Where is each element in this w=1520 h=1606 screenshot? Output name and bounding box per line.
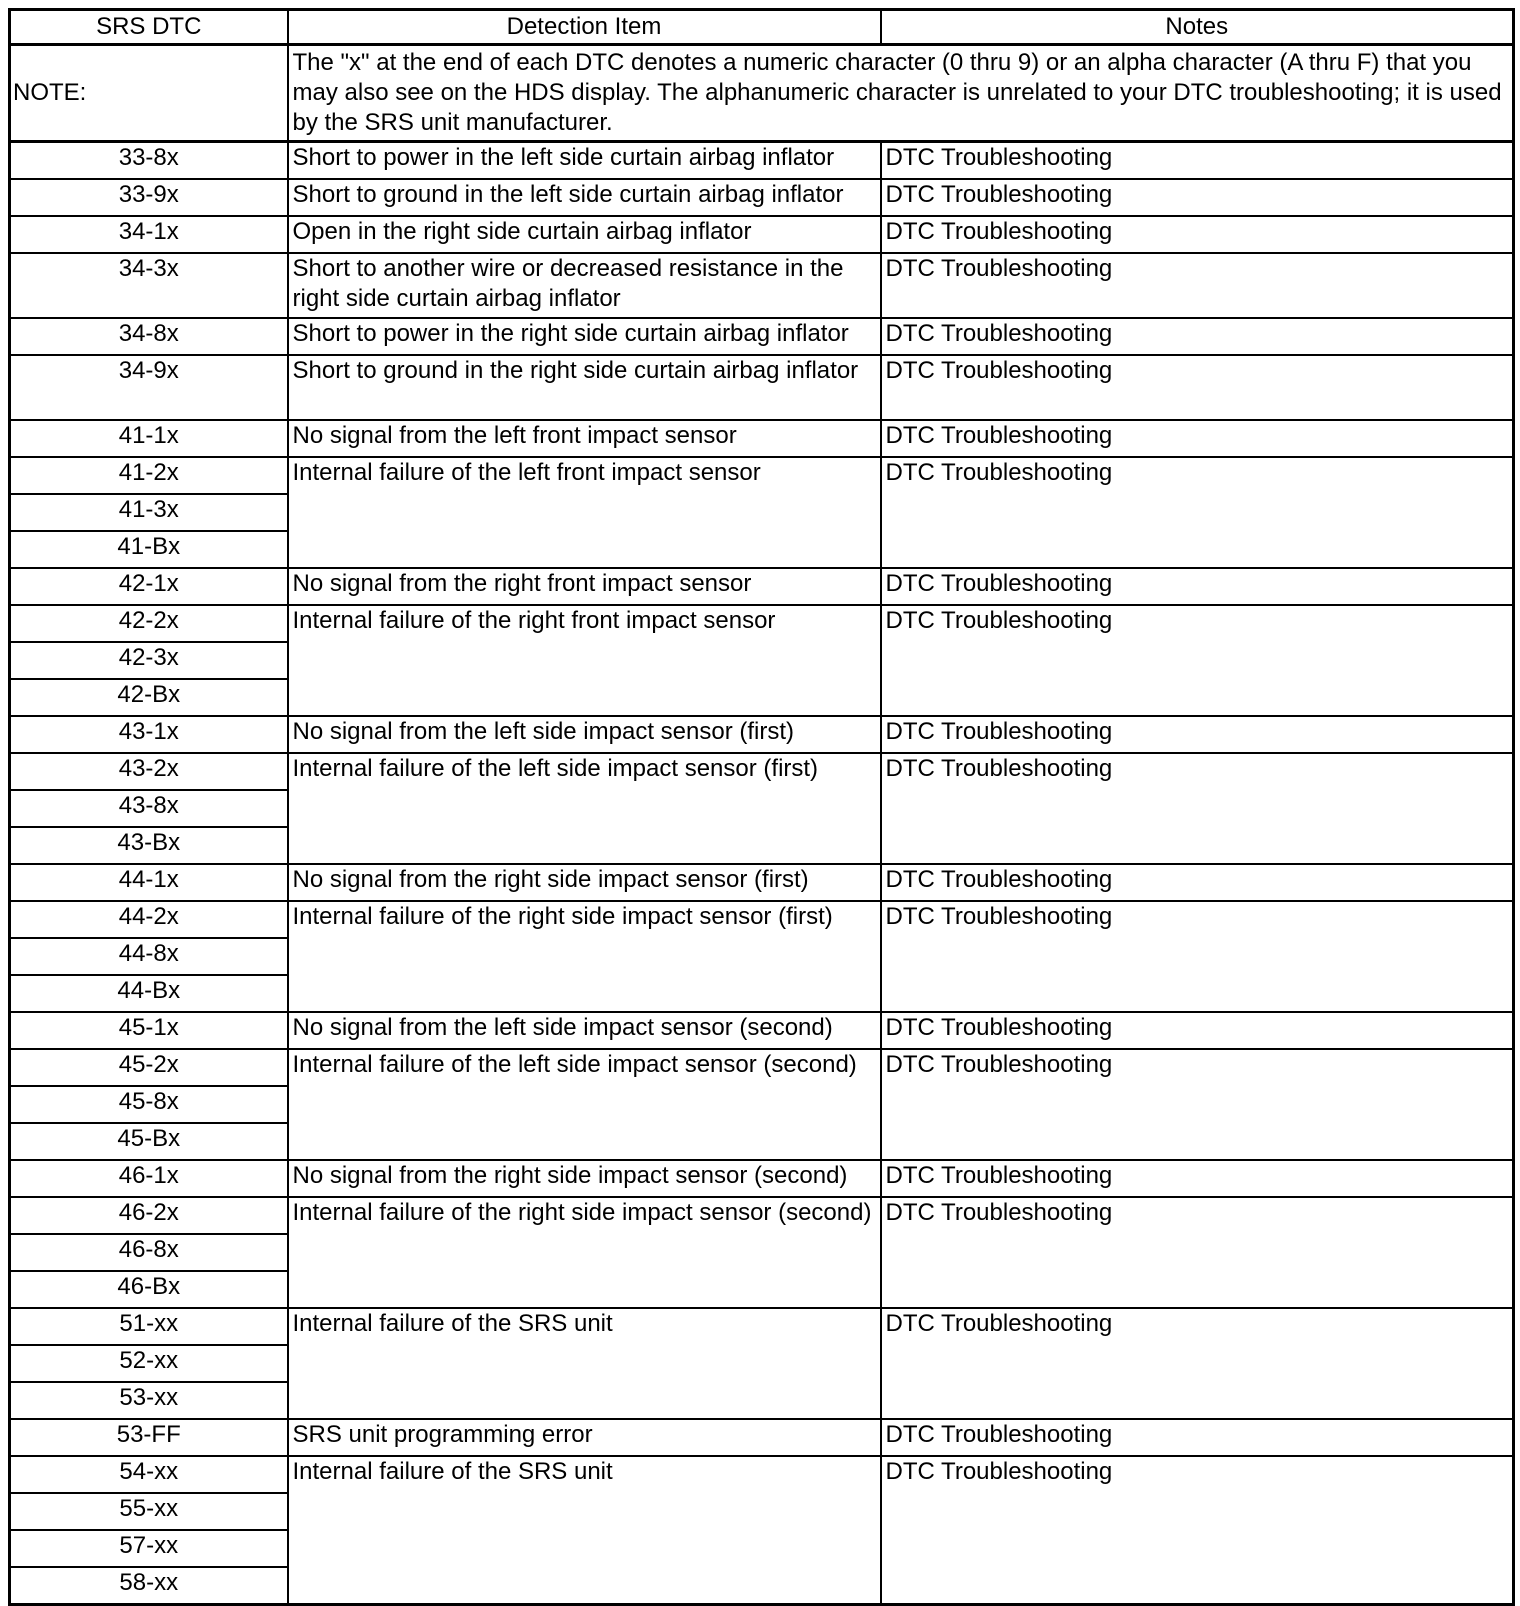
table-row	[10, 568, 1514, 605]
header-detection-item: Detection Item	[288, 10, 881, 45]
notes-link[interactable]: DTC Troubleshooting	[881, 457, 1514, 568]
notes-link[interactable]: DTC Troubleshooting	[881, 253, 1514, 318]
notes-link[interactable]: DTC Troubleshooting	[881, 179, 1514, 216]
dtc-code: 54-xx	[10, 1456, 288, 1493]
dtc-code: 33-8x	[10, 142, 288, 180]
dtc-code: 45-Bx	[10, 1123, 288, 1160]
detection-item: No signal from the left side impact sensor (first)	[288, 716, 881, 753]
dtc-code: 41-2x	[10, 457, 288, 494]
dtc-code: 43-8x	[10, 790, 288, 827]
notes-link[interactable]: DTC Troubleshooting	[881, 605, 1514, 716]
table-row	[10, 901, 1514, 938]
header-notes: Notes	[881, 10, 1514, 45]
dtc-code: 42-2x	[10, 605, 288, 642]
detection-item: Short to power in the left side curtain airbag inflator	[288, 142, 881, 180]
notes-link[interactable]: DTC Troubleshooting	[881, 1419, 1514, 1456]
table-row	[10, 355, 1514, 420]
dtc-code: 45-8x	[10, 1086, 288, 1123]
detection-item: No signal from the right front impact sensor	[288, 568, 881, 605]
dtc-code: 44-1x	[10, 864, 288, 901]
dtc-code: 55-xx	[10, 1493, 288, 1530]
dtc-code: 33-9x	[10, 179, 288, 216]
notes-link[interactable]: DTC Troubleshooting	[881, 1012, 1514, 1049]
notes-link[interactable]: DTC Troubleshooting	[881, 1308, 1514, 1419]
notes-link[interactable]: DTC Troubleshooting	[881, 318, 1514, 355]
detection-item: Internal failure of the right side impact sensor (second)	[288, 1197, 881, 1308]
notes-link[interactable]: DTC Troubleshooting	[881, 1049, 1514, 1160]
detection-item: Internal failure of the SRS unit	[288, 1308, 881, 1419]
header-srs-dtc: SRS DTC	[10, 10, 288, 45]
dtc-code: 34-8x	[10, 318, 288, 355]
dtc-code: 43-Bx	[10, 827, 288, 864]
dtc-code: 58-xx	[10, 1567, 288, 1605]
table-body	[10, 45, 1514, 1605]
dtc-code: 57-xx	[10, 1530, 288, 1567]
dtc-code: 42-Bx	[10, 679, 288, 716]
detection-item: No signal from the right side impact sensor (first)	[288, 864, 881, 901]
detection-item: Short to another wire or decreased resistance in the right side curtain airbag inflator	[288, 253, 881, 318]
detection-item: Internal failure of the right front impact sensor	[288, 605, 881, 716]
notes-link[interactable]: DTC Troubleshooting	[881, 142, 1514, 180]
detection-item: Internal failure of the left side impact sensor (second)	[288, 1049, 881, 1160]
notes-link[interactable]: DTC Troubleshooting	[881, 753, 1514, 864]
table-row	[10, 1160, 1514, 1197]
dtc-code: 53-xx	[10, 1382, 288, 1419]
notes-link[interactable]: DTC Troubleshooting	[881, 716, 1514, 753]
detection-item: Internal failure of the SRS unit	[288, 1456, 881, 1605]
table-row	[10, 420, 1514, 457]
detection-item: Short to ground in the left side curtain airbag inflator	[288, 179, 881, 216]
table-row	[10, 1197, 1514, 1234]
dtc-code: 41-Bx	[10, 531, 288, 568]
notes-link[interactable]: DTC Troubleshooting	[881, 568, 1514, 605]
table-row	[10, 1308, 1514, 1345]
dtc-code: 42-1x	[10, 568, 288, 605]
dtc-code: 42-3x	[10, 642, 288, 679]
table-row	[10, 1049, 1514, 1086]
table-row	[10, 1012, 1514, 1049]
dtc-code: 34-9x	[10, 355, 288, 420]
table-row	[10, 457, 1514, 494]
detection-item: No signal from the left front impact sensor	[288, 420, 881, 457]
table-row	[10, 716, 1514, 753]
dtc-code: 51-xx	[10, 1308, 288, 1345]
table-row	[10, 318, 1514, 355]
srs-dtc-table	[8, 8, 1515, 1606]
detection-item: Internal failure of the left side impact sensor (first)	[288, 753, 881, 864]
dtc-code: 46-1x	[10, 1160, 288, 1197]
dtc-code: 44-2x	[10, 901, 288, 938]
notes-link[interactable]: DTC Troubleshooting	[881, 1456, 1514, 1605]
dtc-code: 41-3x	[10, 494, 288, 531]
dtc-code: 53-FF	[10, 1419, 288, 1456]
detection-item: SRS unit programming error	[288, 1419, 881, 1456]
table-row	[10, 253, 1514, 318]
dtc-code: 44-8x	[10, 938, 288, 975]
dtc-code: 44-Bx	[10, 975, 288, 1012]
detection-item: Short to ground in the right side curtain airbag inflator	[288, 355, 881, 420]
table-row	[10, 753, 1514, 790]
dtc-code: 41-1x	[10, 420, 288, 457]
dtc-code: 45-1x	[10, 1012, 288, 1049]
detection-item: No signal from the left side impact sensor (second)	[288, 1012, 881, 1049]
dtc-table-container	[8, 8, 1515, 1606]
dtc-code: 43-2x	[10, 753, 288, 790]
header-row	[10, 10, 1514, 45]
dtc-code: 46-2x	[10, 1197, 288, 1234]
table-row	[10, 142, 1514, 180]
notes-link[interactable]: DTC Troubleshooting	[881, 355, 1514, 420]
detection-item: Open in the right side curtain airbag inflator	[288, 216, 881, 253]
detection-item: Internal failure of the left front impact sensor	[288, 457, 881, 568]
notes-link[interactable]: DTC Troubleshooting	[881, 901, 1514, 1012]
note-row	[10, 45, 1514, 142]
note-text: The "x" at the end of each DTC denotes a numeric character (0 thru 9) or an alpha character (A thru F) that you may also see on the HDS display. The alphanumeric character is unrelated to your DTC troubleshooting; it is used by the SRS unit manufacturer.	[288, 45, 1514, 142]
notes-link[interactable]: DTC Troubleshooting	[881, 1160, 1514, 1197]
notes-link[interactable]: DTC Troubleshooting	[881, 864, 1514, 901]
notes-link[interactable]: DTC Troubleshooting	[881, 420, 1514, 457]
dtc-code: 45-2x	[10, 1049, 288, 1086]
notes-link[interactable]: DTC Troubleshooting	[881, 1197, 1514, 1308]
notes-link[interactable]: DTC Troubleshooting	[881, 216, 1514, 253]
dtc-code: 34-1x	[10, 216, 288, 253]
table-row	[10, 605, 1514, 642]
dtc-code: 52-xx	[10, 1345, 288, 1382]
dtc-code: 46-8x	[10, 1234, 288, 1271]
table-row	[10, 1419, 1514, 1456]
note-label: NOTE:	[10, 45, 288, 142]
table-row	[10, 864, 1514, 901]
dtc-code: 34-3x	[10, 253, 288, 318]
detection-item: No signal from the right side impact sensor (second)	[288, 1160, 881, 1197]
dtc-code: 46-Bx	[10, 1271, 288, 1308]
detection-item: Internal failure of the right side impact sensor (first)	[288, 901, 881, 1012]
table-row	[10, 179, 1514, 216]
table-row	[10, 1456, 1514, 1493]
detection-item: Short to power in the right side curtain airbag inflator	[288, 318, 881, 355]
dtc-code: 43-1x	[10, 716, 288, 753]
table-row	[10, 216, 1514, 253]
